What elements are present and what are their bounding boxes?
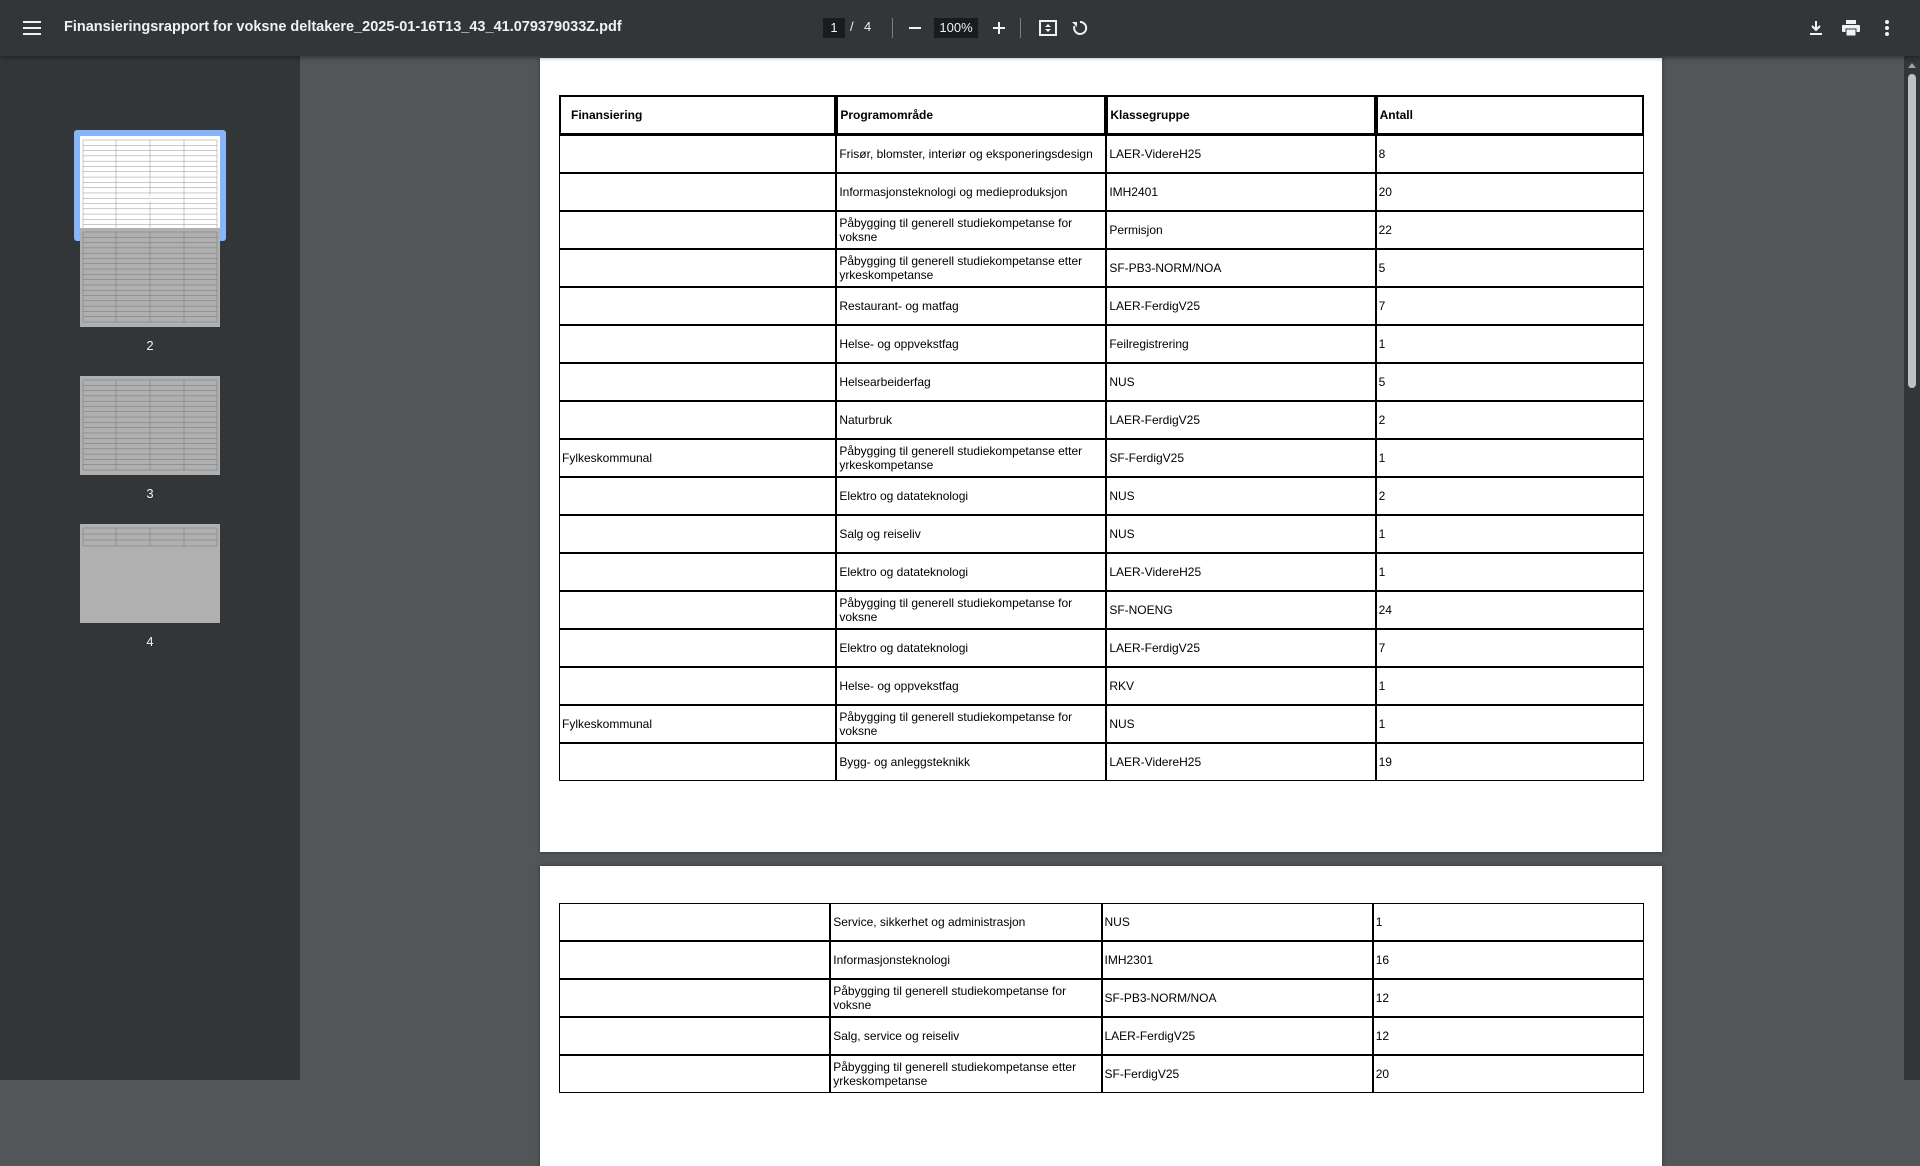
column-header: Programområde: [836, 95, 1106, 135]
cell-antall: 12: [1373, 1017, 1644, 1055]
cell-finansiering: [559, 401, 836, 439]
scrollbar-thumb[interactable]: [1908, 74, 1916, 388]
print-icon[interactable]: [1835, 12, 1867, 44]
cell-antall: 7: [1376, 629, 1644, 667]
cell-programomrade: Helsearbeiderfag: [836, 363, 1106, 401]
cell-programomrade: Bygg- og anleggsteknikk: [836, 743, 1106, 781]
thumbnail-page-2[interactable]: [80, 228, 220, 327]
zoom-input[interactable]: 100%: [934, 18, 978, 38]
menu-icon[interactable]: [16, 12, 48, 44]
cell-finansiering: [559, 629, 836, 667]
table-row: [559, 941, 1644, 979]
cell-finansiering: [559, 173, 836, 211]
report-table-page-2: [559, 903, 1644, 1093]
cell-klassegruppe: LAER-VidereH25: [1106, 553, 1375, 591]
table-row: [559, 287, 1644, 325]
cell-klassegruppe: RKV: [1106, 667, 1375, 705]
cell-klassegruppe: NUS: [1106, 705, 1375, 743]
cell-programomrade: Elektro og datateknologi: [836, 553, 1106, 591]
table-row: [559, 249, 1644, 287]
cell-antall: 19: [1376, 743, 1644, 781]
table-row: [559, 439, 1644, 477]
column-header: Klassegruppe: [1106, 95, 1375, 135]
cell-klassegruppe: Feilregistrering: [1106, 325, 1375, 363]
more-vert-icon[interactable]: [1871, 12, 1903, 44]
cell-antall: 1: [1376, 667, 1644, 705]
cell-klassegruppe: IMH2301: [1102, 941, 1373, 979]
pdf-toolbar: [0, 0, 1920, 56]
cell-finansiering: [559, 287, 836, 325]
minus-icon[interactable]: [899, 12, 931, 44]
cell-finansiering: [559, 591, 836, 629]
cell-finansiering: [559, 211, 836, 249]
cell-programomrade: Salg og reiseliv: [836, 515, 1106, 553]
cell-antall: 2: [1376, 401, 1644, 439]
cell-finansiering: [559, 325, 836, 363]
cell-programomrade: Påbygging til generell studiekompetanse for voksne: [830, 979, 1101, 1017]
cell-finansiering: [559, 515, 836, 553]
plus-icon[interactable]: [983, 12, 1015, 44]
cell-programomrade: Helse- og oppvekstfag: [836, 667, 1106, 705]
table-row: [559, 477, 1644, 515]
total-pages: 4: [864, 19, 872, 34]
document-viewer[interactable]: [300, 56, 1904, 1088]
cell-antall: 1: [1376, 325, 1644, 363]
pdf-page-1: [540, 58, 1662, 852]
cell-programomrade: Informasjonsteknologi og medieproduksjon: [836, 173, 1106, 211]
cell-antall: 8: [1376, 135, 1644, 173]
cell-klassegruppe: LAER-VidereH25: [1106, 135, 1375, 173]
cell-finansiering: [559, 979, 830, 1017]
column-header: Antall: [1376, 95, 1644, 135]
cell-antall: 16: [1373, 941, 1644, 979]
cell-antall: 20: [1376, 173, 1644, 211]
cell-programomrade: Påbygging til generell studiekompetanse etter yrkeskompetanse: [830, 1055, 1101, 1093]
cell-programomrade: Informasjonsteknologi: [830, 941, 1101, 979]
cell-programomrade: Frisør, blomster, interiør og eksponeringsdesign: [836, 135, 1106, 173]
cell-programomrade: Restaurant- og matfag: [836, 287, 1106, 325]
thumbnail-sidebar: [0, 56, 300, 1080]
cell-finansiering: [559, 363, 836, 401]
table-row: [559, 629, 1644, 667]
cell-finansiering: [559, 941, 830, 979]
cell-antall: 1: [1376, 705, 1644, 743]
cell-klassegruppe: IMH2401: [1106, 173, 1375, 211]
table-row: [559, 515, 1644, 553]
page-number-input[interactable]: 1: [823, 18, 845, 38]
cell-finansiering: [559, 1017, 830, 1055]
download-icon[interactable]: [1800, 12, 1832, 44]
table-row: [559, 903, 1644, 941]
cell-antall: 5: [1376, 363, 1644, 401]
thumbnail-preview-graphic: [80, 524, 220, 623]
fit-page-icon[interactable]: [1032, 12, 1064, 44]
cell-antall: 2: [1376, 477, 1644, 515]
scroll-up-arrow-icon[interactable]: [1908, 63, 1916, 68]
table-row: [559, 667, 1644, 705]
pdf-page-2: [540, 866, 1662, 1166]
cell-antall: 7: [1376, 287, 1644, 325]
cell-antall: 12: [1373, 979, 1644, 1017]
table-row: [559, 743, 1644, 781]
cell-klassegruppe: SF-FerdigV25: [1102, 1055, 1373, 1093]
table-row: [559, 401, 1644, 439]
document-title: Finansieringsrapport for voksne deltakere_2025-01-16T13_43_41.079379033Z.pdf: [64, 19, 622, 35]
cell-klassegruppe: NUS: [1106, 363, 1375, 401]
toolbar-divider: [892, 18, 893, 38]
cell-antall: 1: [1376, 439, 1644, 477]
thumbnail-page-3[interactable]: [80, 376, 220, 475]
table-row: [559, 325, 1644, 363]
cell-klassegruppe: NUS: [1106, 515, 1375, 553]
cell-programomrade: Påbygging til generell studiekompetanse for voksne: [836, 591, 1106, 629]
cell-finansiering: Fylkeskommunal: [559, 705, 836, 743]
thumbnail-preview-graphic: [80, 228, 220, 327]
cell-klassegruppe: NUS: [1106, 477, 1375, 515]
cell-klassegruppe: LAER-VidereH25: [1106, 743, 1375, 781]
table-row: [559, 1055, 1644, 1093]
thumbnail-label: 3: [146, 486, 154, 501]
cell-klassegruppe: SF-NOENG: [1106, 591, 1375, 629]
toolbar-divider: [1020, 18, 1021, 38]
cell-klassegruppe: NUS: [1102, 903, 1373, 941]
cell-antall: 24: [1376, 591, 1644, 629]
table-row: [559, 363, 1644, 401]
thumbnail-preview-graphic: [80, 376, 220, 475]
cell-programomrade: Elektro og datateknologi: [836, 477, 1106, 515]
thumbnail-page-4[interactable]: [80, 524, 220, 623]
table-row: [559, 553, 1644, 591]
cell-finansiering: [559, 743, 836, 781]
report-table-page-1: [559, 95, 1644, 781]
cell-finansiering: [559, 135, 836, 173]
cell-finansiering: [559, 553, 836, 591]
cell-programomrade: Naturbruk: [836, 401, 1106, 439]
column-header: Finansiering: [559, 95, 836, 135]
thumbnail-page-1[interactable]: [80, 136, 220, 235]
vertical-scrollbar[interactable]: [1904, 56, 1920, 1080]
cell-klassegruppe: LAER-FerdigV25: [1106, 629, 1375, 667]
table-row: [559, 591, 1644, 629]
cell-antall: 5: [1376, 249, 1644, 287]
thumbnail-preview-graphic: [80, 136, 220, 235]
cell-finansiering: [559, 477, 836, 515]
cell-programomrade: Påbygging til generell studiekompetanse etter yrkeskompetanse: [836, 439, 1106, 477]
cell-programomrade: Service, sikkerhet og administrasjon: [830, 903, 1101, 941]
cell-antall: 1: [1373, 903, 1644, 941]
thumbnail-label: 1: [146, 191, 154, 206]
cell-klassegruppe: SF-FerdigV25: [1106, 439, 1375, 477]
cell-klassegruppe: SF-PB3-NORM/NOA: [1102, 979, 1373, 1017]
cell-klassegruppe: LAER-FerdigV25: [1106, 401, 1375, 439]
table-row: [559, 1017, 1644, 1055]
cell-klassegruppe: Permisjon: [1106, 211, 1375, 249]
rotate-icon[interactable]: [1064, 12, 1096, 44]
table-header-row: [559, 95, 1644, 135]
cell-programomrade: Helse- og oppvekstfag: [836, 325, 1106, 363]
cell-finansiering: Fylkeskommunal: [559, 439, 836, 477]
cell-antall: 22: [1376, 211, 1644, 249]
cell-finansiering: [559, 249, 836, 287]
thumbnail-label: 4: [146, 634, 154, 649]
cell-programomrade: Elektro og datateknologi: [836, 629, 1106, 667]
cell-klassegruppe: SF-PB3-NORM/NOA: [1106, 249, 1375, 287]
cell-programomrade: Salg, service og reiseliv: [830, 1017, 1101, 1055]
table-row: [559, 135, 1644, 173]
cell-klassegruppe: LAER-FerdigV25: [1102, 1017, 1373, 1055]
cell-finansiering: [559, 667, 836, 705]
thumbnail-label: 2: [146, 338, 154, 353]
cell-finansiering: [559, 1055, 830, 1093]
cell-programomrade: Påbygging til generell studiekompetanse etter yrkeskompetanse: [836, 249, 1106, 287]
cell-programomrade: Påbygging til generell studiekompetanse for voksne: [836, 211, 1106, 249]
table-row: [559, 979, 1644, 1017]
cell-antall: 20: [1373, 1055, 1644, 1093]
table-row: [559, 173, 1644, 211]
table-row: [559, 211, 1644, 249]
cell-antall: 1: [1376, 515, 1644, 553]
cell-finansiering: [559, 903, 830, 941]
page-separator: /: [850, 19, 854, 34]
cell-antall: 1: [1376, 553, 1644, 591]
cell-klassegruppe: LAER-FerdigV25: [1106, 287, 1375, 325]
cell-programomrade: Påbygging til generell studiekompetanse for voksne: [836, 705, 1106, 743]
table-row: [559, 705, 1644, 743]
